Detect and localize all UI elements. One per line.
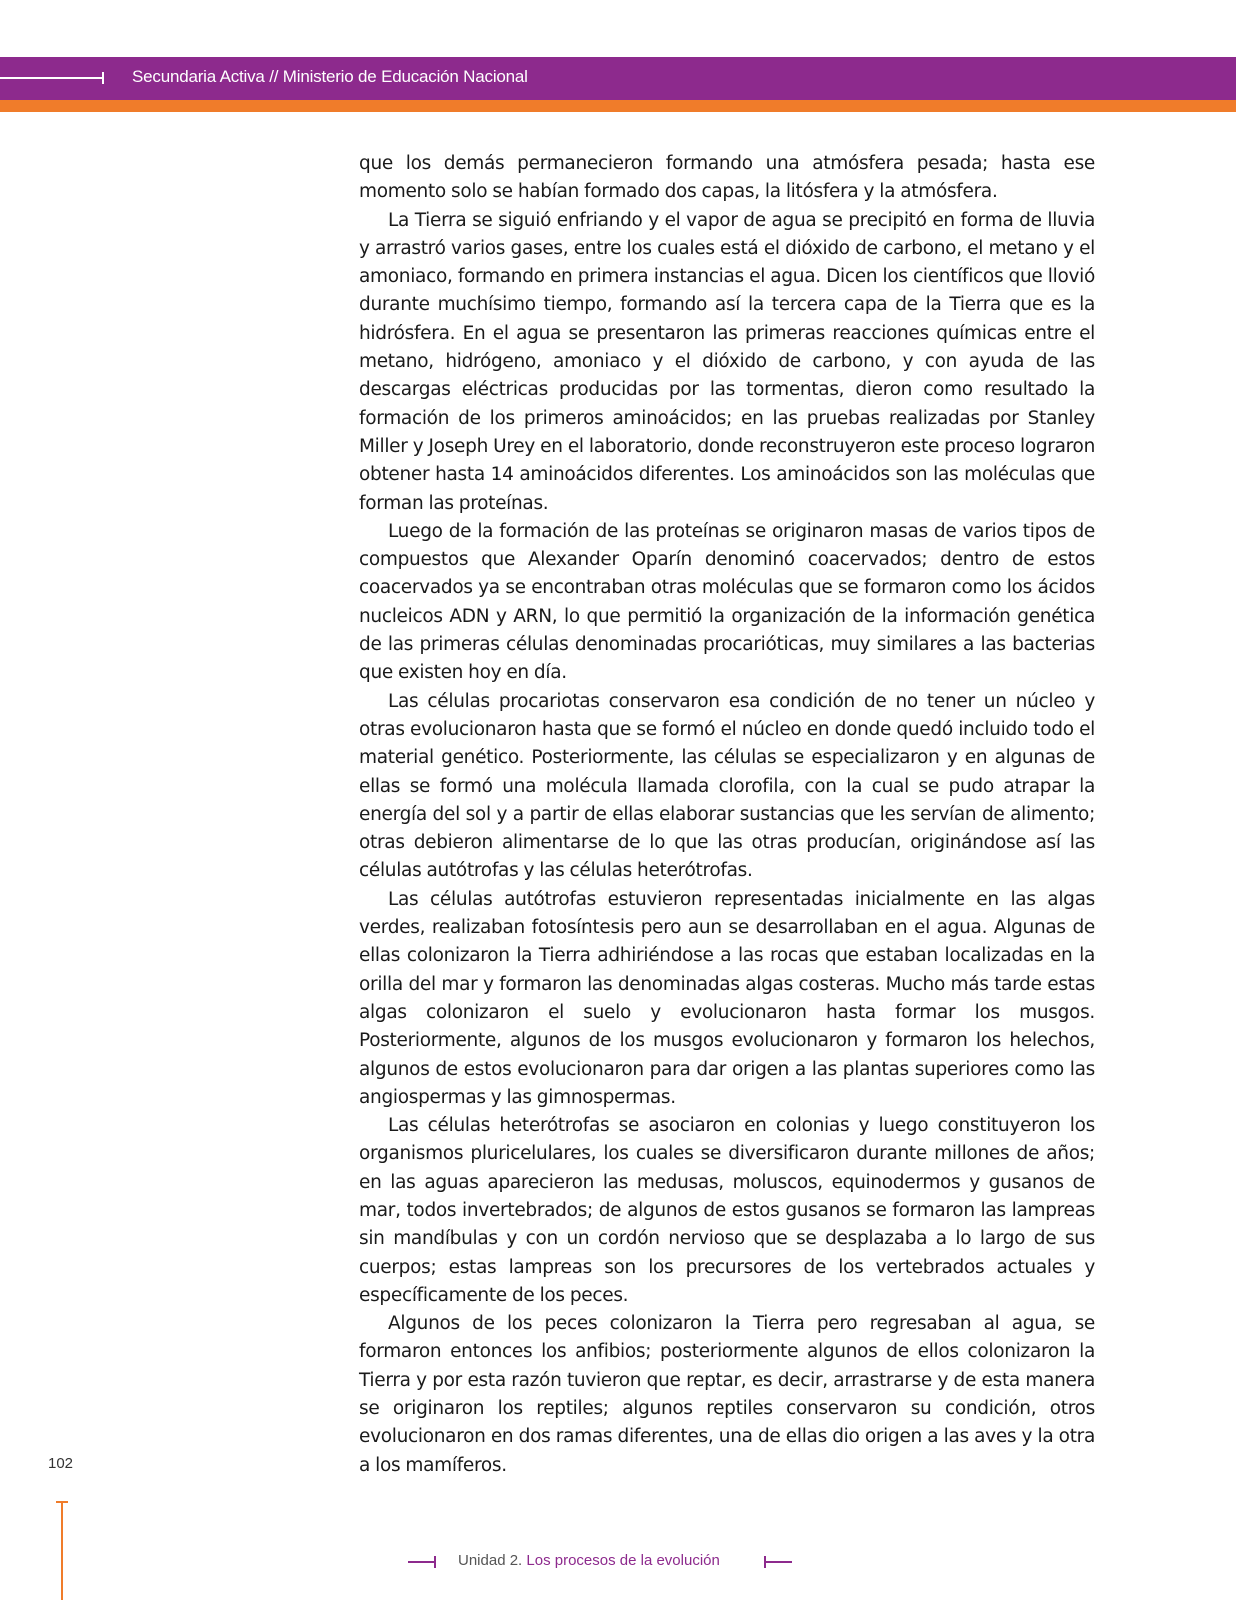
footer-unit: Unidad 2. xyxy=(458,1552,523,1569)
footer-title: Los procesos de la evolución xyxy=(526,1552,720,1569)
paragraph: Luego de la formación de las proteínas se originaron masas de varios tipos de compuestos que Alexander Oparín denominó coacervados; dentro de estos coacervados ya se encontraban otras moléculas que se formaron como los ácidos nucleicos ADN y ARN, lo que permitió la organización de la información genética de las primeras células denominadas procarióticas, muy similares a las bacterias que existen hoy en día. xyxy=(359,520,1095,684)
footer-rule-right-tick xyxy=(764,1556,766,1568)
paragraph: Algunos de los peces colonizaron la Tierra pero regresaban al agua, se formaron entonces los anfibios; posteriormente algunos de ellos colonizaron la Tierra y por esta razón tuvieron que reptar, es decir, arrastrarse y de esta manera se originaron los reptiles; algunos reptiles conservaron su condición, otros evolucionaron en dos ramas diferentes, una de ellas dio origen a las aves y la otra a los mamíferos. xyxy=(359,1313,1095,1476)
footer-rule-left-tick xyxy=(434,1556,436,1568)
footer xyxy=(408,1550,828,1572)
paragraph: La Tierra se siguió enfriando y el vapor de agua se precipitó en forma de lluvia y arrastró varios gases, entre los cuales está el dióxido de carbono, el metano y el amoniaco, formando en primera instancias el agua. Dicen los científicos que llovió durante muchísimo tiempo, formando así la tercera capa de la Tierra que es la hidrósfera. En el agua se presentaron las primeras reacciones químicas entre el metano, hidrógeno, amoniaco y el dióxido de carbono, y con ayuda de las descargas eléctricas producidas por las tormentas, dieron como resultado la formación de los primeros aminoácidos; en las pruebas realizadas por Stanley Miller y Joseph Urey en el laboratorio, donde reconstruyeron este proceso lograron obtener hasta 14 aminoácidos diferentes. Los aminoácidos son las moléculas que forman las proteínas. xyxy=(359,209,1095,514)
footer-rule-right xyxy=(764,1561,792,1563)
paragraph: Las células autótrofas estuvieron representadas inicialmente en las algas verdes, realizaban fotosíntesis pero aun se desarrollaban en el agua. Algunas de ellas colonizaron la Tierra adhiriéndose a las rocas que estaban localizadas en la orilla del mar y formaron las denominadas algas costeras. Mucho más tarde estas algas colonizaron el suelo y evolucionaron hasta formar los musgos. Posteriormente, algunos de los musgos evolucionaron y formaron los helechos, algunos de estos evolucionaron para dar origen a las plantas superiores como las angiospermas y las gimnospermas. xyxy=(359,888,1095,1108)
body-text xyxy=(359,150,1095,1480)
footer-rule-left xyxy=(408,1561,436,1563)
header-rule xyxy=(0,77,104,79)
header-rule-tick xyxy=(102,72,104,84)
footer-label xyxy=(458,1552,720,1570)
header-accent-stripe xyxy=(0,100,1236,112)
page-number: 102 xyxy=(48,1455,74,1472)
paragraph: Las células heterótrofas se asociaron en colonias y luego constituyeron los organismos pluricelulares, los cuales se diversificaron durante millones de años; en las aguas aparecieron las medusas, moluscos, equinodermos y gusanos de mar, todos invertebrados; de algunos de estos gusanos se formaron las lampreas sin mandíbulas y con un cordón nervioso que se desplazaba a lo largo de sus cuerpos; estas lampreas son los precursores de los vertebrados actuales y específicamente de los peces. xyxy=(359,1115,1095,1306)
side-rule xyxy=(61,1502,63,1600)
header-title: Secundaria Activa // Ministerio de Educación Nacional xyxy=(132,67,528,86)
paragraph: Las células procariotas conservaron esa condición de no tener un núcleo y otras evolucionaron hasta que se formó el núcleo en donde quedó incluido todo el material genético. Posteriormente, las células se especializaron y en algunas de ellas se formó una molécula llamada clorofila, con la cual se pudo atrapar la energía del sol y a partir de ellas elaborar sustancias que les servían de alimento; otras debieron alimentarse de lo que las otras producían, originándose así las células autótrofas y las células heterótrofas. xyxy=(359,690,1095,882)
paragraph: que los demás permanecieron formando una atmósfera pesada; hasta ese momento solo se habían formado dos capas, la litósfera y la atmósfera. xyxy=(359,153,1095,203)
